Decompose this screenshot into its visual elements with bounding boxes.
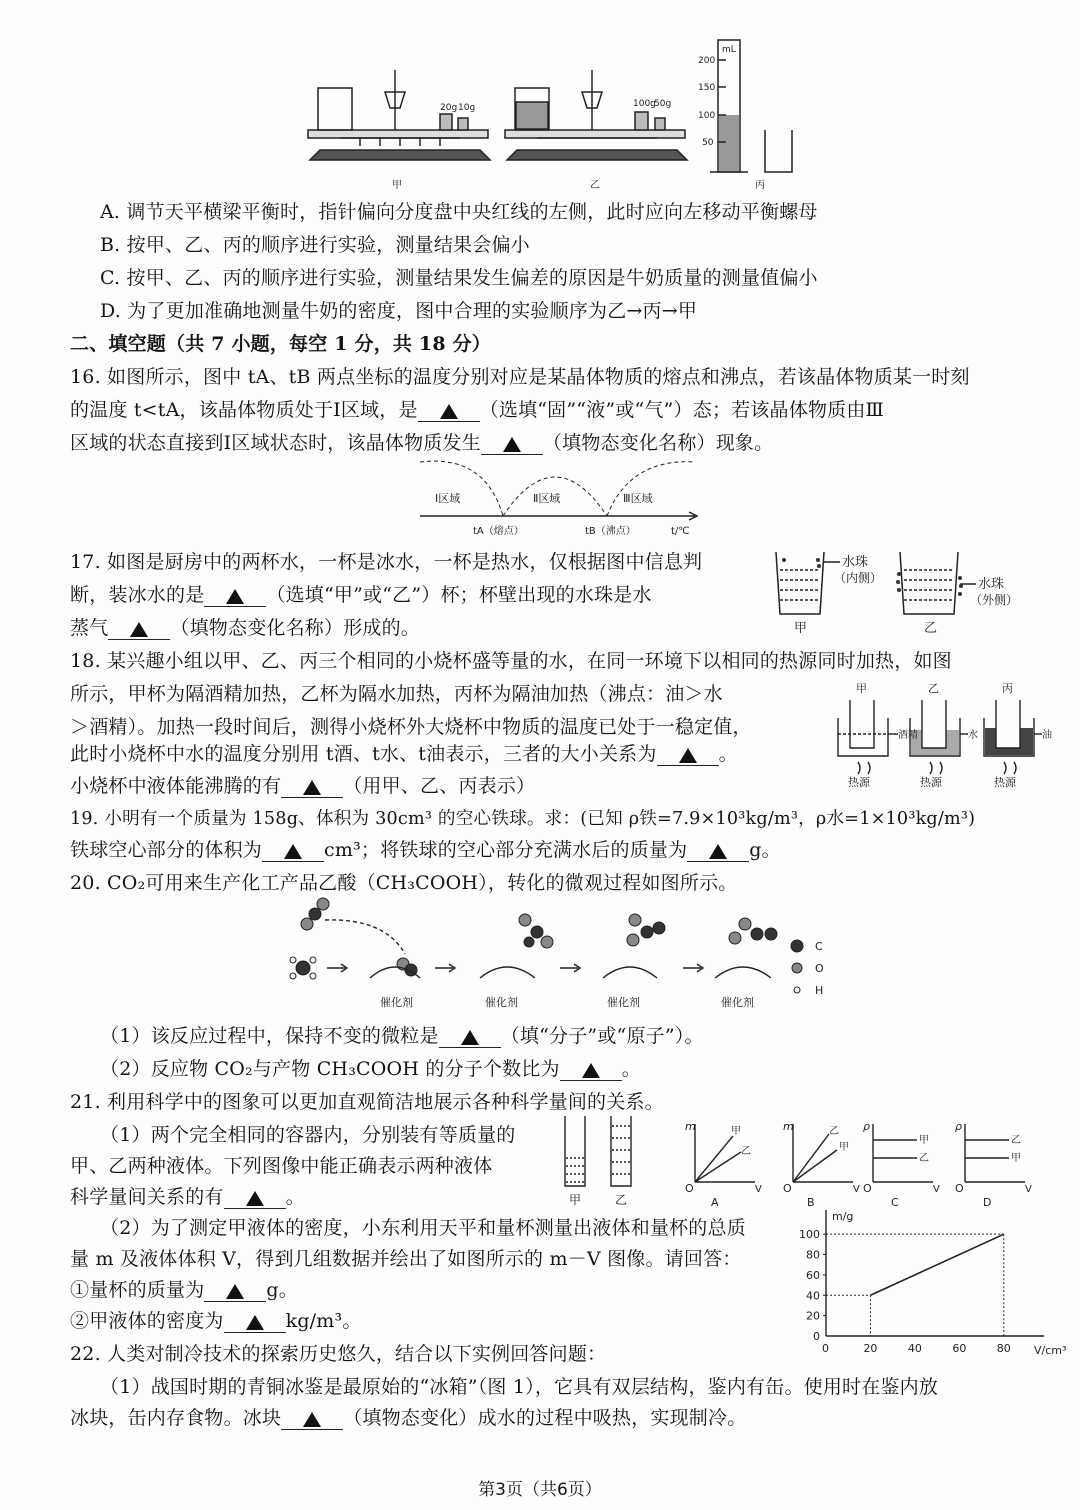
answer-blank[interactable] bbox=[281, 1407, 343, 1430]
graph-xlabel: V bbox=[755, 1184, 762, 1195]
q21-text: ①量杯的质量为 bbox=[70, 1279, 205, 1301]
answer-blank[interactable] bbox=[224, 1310, 286, 1333]
container-label: 乙 bbox=[615, 1193, 628, 1207]
graph-line-label: 甲 bbox=[1011, 1153, 1021, 1164]
heating-figure bbox=[828, 678, 1060, 792]
triangle-icon bbox=[461, 1030, 479, 1045]
q18-text: 小烧杯中液体能沸腾的有 bbox=[70, 775, 282, 797]
x-tick-label: 0 bbox=[822, 1342, 829, 1355]
q21-part1-line2: 甲、乙两种液体。下列图像中能正确表示两种液体 bbox=[70, 1155, 493, 1177]
graph-origin: O bbox=[955, 1182, 964, 1195]
triangle-icon bbox=[709, 844, 727, 859]
answer-blank[interactable] bbox=[418, 399, 480, 422]
droplet-side-label: （外侧） bbox=[970, 593, 1019, 607]
cylinder-unit: mL bbox=[722, 45, 736, 55]
graph-letter: B bbox=[807, 1196, 815, 1209]
y-tick-label: 100 bbox=[799, 1228, 820, 1242]
beaker-label: 丙 bbox=[1002, 682, 1013, 695]
x-tick-label: 60 bbox=[952, 1342, 967, 1355]
droplet-side-label: （内侧） bbox=[834, 571, 883, 585]
q20-text: （1）该反应过程中，保持不变的微粒是 bbox=[100, 1025, 439, 1047]
q18-line5 bbox=[70, 772, 535, 800]
answer-blank[interactable] bbox=[439, 1025, 501, 1048]
graph-origin: O bbox=[685, 1182, 694, 1195]
graph-letter: A bbox=[711, 1196, 719, 1209]
q17-line1: 17. 如图是厨房中的两杯水，一杯是冰水，一杯是热水，仅根据图中信息判 bbox=[70, 551, 703, 573]
region-label: Ⅲ区域 bbox=[623, 492, 653, 505]
beaker-label: 甲 bbox=[856, 682, 867, 695]
option-c: C. 按甲、乙、丙的顺序进行实验，测量结果发生偏差的原因是牛奶质量的测量值偏小 bbox=[100, 267, 818, 289]
droplet-label: 水珠 bbox=[842, 555, 869, 570]
liquid-label: 水 bbox=[968, 730, 978, 741]
triangle-icon bbox=[226, 1284, 244, 1299]
graph-line-label: 甲 bbox=[839, 1142, 849, 1153]
graph-origin: O bbox=[863, 1182, 872, 1195]
catalyst-label: 催化剂 bbox=[607, 996, 640, 1009]
section-title: 二、填空题（共 7 小题，每空 1 分，共 18 分） bbox=[70, 333, 491, 355]
graph-ylabel: ρ bbox=[863, 1120, 870, 1133]
catalyst-label: 催化剂 bbox=[485, 996, 518, 1009]
cylinder-tick: 100 bbox=[698, 111, 716, 121]
q21-part1-line1: （1）两个完全相同的容器内，分别装有等质量的 bbox=[100, 1124, 516, 1146]
q21-line1: 21. 利用科学中的图象可以更加直观简洁地展示各种科学量间的关系。 bbox=[70, 1091, 664, 1113]
measuring-cylinder bbox=[710, 40, 792, 172]
answer-blank[interactable] bbox=[281, 775, 343, 798]
graph-line-label: 乙 bbox=[829, 1126, 839, 1137]
graph-letter: C bbox=[891, 1196, 899, 1209]
triangle-icon bbox=[226, 589, 244, 604]
answer-blank[interactable] bbox=[687, 839, 749, 862]
balance-label: 甲 bbox=[392, 180, 402, 191]
q16-text: （填物态变化名称）现象。 bbox=[542, 432, 774, 454]
q21-part2-line1: （2）为了测定甲液体的密度，小东利用天平和量杯测量出液体和量杯的总质 bbox=[100, 1217, 746, 1239]
q19-text: 铁球空心部分的体积为 bbox=[70, 839, 263, 861]
q17-line2 bbox=[70, 581, 652, 609]
y-axis-label: m/g bbox=[832, 1210, 854, 1223]
m-v-chart bbox=[799, 1208, 1067, 1360]
legend-label: C bbox=[815, 940, 823, 953]
graph-xlabel: V bbox=[853, 1184, 860, 1195]
q22-part1-line2 bbox=[70, 1404, 746, 1432]
y-tick-label: 40 bbox=[806, 1289, 820, 1303]
triangle-icon bbox=[303, 780, 321, 795]
q20-text: 。 bbox=[621, 1058, 641, 1080]
answer-blank[interactable] bbox=[481, 432, 543, 455]
graph-ylabel: m bbox=[783, 1120, 794, 1133]
q22-text: 冰块，缶内存食物。冰块 bbox=[70, 1407, 282, 1429]
answer-blank[interactable] bbox=[204, 1279, 266, 1302]
graph-xlabel: V bbox=[933, 1184, 940, 1195]
region-label: Ⅱ区域 bbox=[533, 492, 561, 505]
q19-text: cm³；将铁球的空心部分充满水后的质量为 bbox=[324, 839, 688, 861]
graph-line-label: 甲 bbox=[919, 1135, 929, 1146]
q16-text: 区域的状态直接到Ⅰ区域状态时，该晶体物质发生 bbox=[70, 432, 481, 454]
option-d: D. 为了更加准确地测量牛奶的密度，图中合理的实验顺序为乙→丙→甲 bbox=[100, 300, 698, 322]
y-tick-label: 0 bbox=[813, 1330, 820, 1343]
weight-label: 100g bbox=[633, 99, 656, 109]
container-label: 甲 bbox=[569, 1193, 582, 1207]
cup-label: 甲 bbox=[794, 621, 808, 636]
region-label: Ⅰ区域 bbox=[435, 492, 461, 505]
answer-blank[interactable] bbox=[108, 617, 170, 640]
balance-label: 乙 bbox=[590, 180, 600, 191]
balance-jia bbox=[308, 70, 490, 160]
q21-part2-q1 bbox=[70, 1276, 298, 1304]
q20-text: （2）反应物 CO₂与产物 CH₃COOH 的分子个数比为 bbox=[100, 1058, 560, 1080]
liquid-label: 油 bbox=[1042, 730, 1052, 741]
y-tick-label: 60 bbox=[806, 1268, 820, 1282]
q21-text: 。 bbox=[285, 1186, 305, 1208]
q19-line2 bbox=[70, 836, 781, 864]
triangle-icon bbox=[246, 1191, 264, 1206]
answer-blank[interactable] bbox=[657, 743, 719, 766]
melting-point-label: tA（熔点） bbox=[473, 526, 524, 537]
triangle-icon bbox=[582, 1063, 600, 1078]
q16-text: （选填“固”“液”或“气”）态；若该晶体物质由Ⅲ bbox=[479, 399, 885, 421]
balance-figure bbox=[300, 30, 800, 200]
triangle-icon bbox=[440, 404, 458, 419]
q21-text: kg/m³。 bbox=[285, 1310, 362, 1332]
triangle-icon bbox=[303, 1412, 321, 1427]
q18-line4 bbox=[70, 740, 738, 768]
y-tick-label: 20 bbox=[806, 1309, 820, 1323]
q21-part2-q2 bbox=[70, 1307, 362, 1335]
legend-label: O bbox=[815, 962, 824, 975]
option-b: B. 按甲、乙、丙的顺序进行实验，测量结果会偏小 bbox=[100, 234, 530, 256]
graph-xlabel: V bbox=[1025, 1184, 1032, 1195]
q17-text: 断，装冰水的是 bbox=[70, 584, 205, 606]
q21-part1-line3 bbox=[70, 1183, 305, 1211]
graph-letter: D bbox=[983, 1196, 992, 1209]
q22-line1: 22. 人类对制冷技术的探索历史悠久，结合以下实例回答问题： bbox=[70, 1343, 607, 1365]
cylinder-tick: 150 bbox=[698, 83, 716, 93]
triangle-icon bbox=[679, 748, 697, 763]
q20-part1 bbox=[100, 1022, 704, 1050]
q21-text: ②甲液体的密度为 bbox=[70, 1310, 224, 1332]
q20-line1: 20. CO₂可用来生产化工产品乙酸（CH₃COOH），转化的微观过程如图所示。 bbox=[70, 872, 738, 894]
q19-line1: 19. 小明有一个质量为 158g、体积为 30cm³ 的空心铁球。求：(已知 ρ铁=7.9×10³kg/m³，ρ水=1×10³kg/m³) bbox=[70, 809, 976, 829]
q16-line2 bbox=[70, 396, 884, 424]
q17-text: （选填“甲”或“乙”）杯；杯壁出现的水珠是水 bbox=[266, 584, 652, 606]
q18-line3: ＞酒精）。加热一段时间后，测得小烧杯外大烧杯中物质的温度已处于一稳定值， bbox=[70, 716, 752, 738]
answer-blank[interactable] bbox=[224, 1186, 286, 1209]
x-axis-label: V/cm³ bbox=[1034, 1344, 1067, 1357]
weight-label: 20g bbox=[440, 103, 458, 113]
cylinder-tick: 50 bbox=[702, 138, 714, 148]
heat-source-label: 热源 bbox=[920, 776, 942, 789]
cup-label: 乙 bbox=[924, 621, 938, 636]
droplet-label: 水珠 bbox=[978, 577, 1005, 592]
graph-line-label: 甲 bbox=[731, 1126, 741, 1137]
q16-text: 的温度 t<tA，该晶体物质处于Ⅰ区域，是 bbox=[70, 399, 418, 421]
x-tick-label: 80 bbox=[996, 1342, 1011, 1355]
q17-line3 bbox=[70, 614, 420, 642]
boiling-point-label: tB（沸点） bbox=[585, 526, 636, 537]
balance-label: 丙 bbox=[755, 180, 765, 191]
phase-diagram bbox=[415, 458, 715, 540]
graph-origin: O bbox=[783, 1182, 792, 1195]
q21-text: g。 bbox=[266, 1279, 298, 1301]
q18-text: 。 bbox=[718, 743, 738, 765]
graph-line-label: 乙 bbox=[919, 1153, 929, 1164]
legend-label: H bbox=[815, 984, 824, 997]
q18-line1: 18. 某兴趣小组以甲、乙、丙三个相同的小烧杯盛等量的水，在同一环境下以相同的热源同时加热，如图 bbox=[70, 650, 952, 672]
cylinder-tick: 200 bbox=[698, 56, 716, 66]
q17-text: （填物态变化名称）形成的。 bbox=[170, 617, 421, 639]
triangle-icon bbox=[284, 844, 302, 859]
q22-text: （填物态变化）成水的过程中吸热，实现制冷。 bbox=[343, 1407, 747, 1429]
molecular-process-figure bbox=[285, 898, 845, 1020]
weight-label: 10g bbox=[458, 103, 476, 113]
catalyst-label: 催化剂 bbox=[721, 996, 754, 1009]
graph-line-label: 乙 bbox=[1011, 1135, 1021, 1146]
triangle-icon bbox=[130, 622, 148, 637]
q19-text: g。 bbox=[749, 839, 781, 861]
q21-part2-line2: 量 m 及液体体积 V，得到几组数据并绘出了如图所示的 m－V 图像。请回答： bbox=[70, 1248, 742, 1270]
weight-label: 50g bbox=[654, 99, 672, 109]
answer-blank[interactable] bbox=[560, 1058, 622, 1081]
q17-text: 蒸气 bbox=[70, 617, 109, 639]
q18-text: （用甲、乙、丙表示） bbox=[343, 775, 536, 797]
answer-blank[interactable] bbox=[262, 839, 324, 862]
triangle-icon bbox=[503, 437, 521, 452]
containers-and-graphs bbox=[555, 1112, 1050, 1212]
q21-text: 科学量间关系的有 bbox=[70, 1186, 224, 1208]
option-a: A. 调节天平横梁平衡时，指针偏向分度盘中央红线的左侧，此时应向左移动平衡螺母 bbox=[100, 201, 818, 223]
heat-source-label: 热源 bbox=[848, 776, 870, 789]
x-tick-label: 20 bbox=[863, 1342, 878, 1355]
q18-line2: 所示，甲杯为隔酒精加热，乙杯为隔水加热，丙杯为隔油加热（沸点：油＞水 bbox=[70, 683, 723, 705]
beaker-label: 乙 bbox=[928, 682, 939, 695]
heat-source-label: 热源 bbox=[994, 776, 1016, 789]
graph-ylabel: ρ bbox=[955, 1120, 962, 1133]
catalyst-label: 催化剂 bbox=[380, 996, 413, 1009]
graph-line-label: 乙 bbox=[741, 1146, 751, 1157]
q18-text: 此时小烧杯中水的温度分别用 t酒、t水、t油表示，三者的大小关系为 bbox=[70, 743, 657, 765]
answer-blank[interactable] bbox=[204, 584, 266, 607]
page-footer: 第3页（共6页） bbox=[478, 1480, 602, 1500]
two-cups-figure bbox=[770, 548, 1030, 640]
q20-text: （填“分子”或“原子”）。 bbox=[500, 1025, 704, 1047]
axis-label: t/℃ bbox=[671, 526, 690, 537]
liquid-label: 酒精 bbox=[898, 730, 918, 741]
q16-line3 bbox=[70, 429, 773, 457]
q20-part2 bbox=[100, 1055, 641, 1083]
y-tick-label: 80 bbox=[806, 1248, 820, 1262]
balance-yi bbox=[505, 70, 687, 160]
q16-line1: 16. 如图所示，图中 tA、tB 两点坐标的温度分别对应是某晶体物质的熔点和沸点，若该晶体物质某一时刻 bbox=[70, 366, 970, 388]
data-line bbox=[870, 1234, 1003, 1295]
triangle-icon bbox=[246, 1315, 264, 1330]
x-tick-label: 40 bbox=[907, 1342, 922, 1355]
graph-ylabel: m bbox=[685, 1120, 696, 1133]
q22-part1-line1: （1）战国时期的青铜冰鉴是最原始的“冰箱”（图 1），它具有双层结构，鉴内有缶。使用时在鉴内放 bbox=[100, 1376, 939, 1398]
